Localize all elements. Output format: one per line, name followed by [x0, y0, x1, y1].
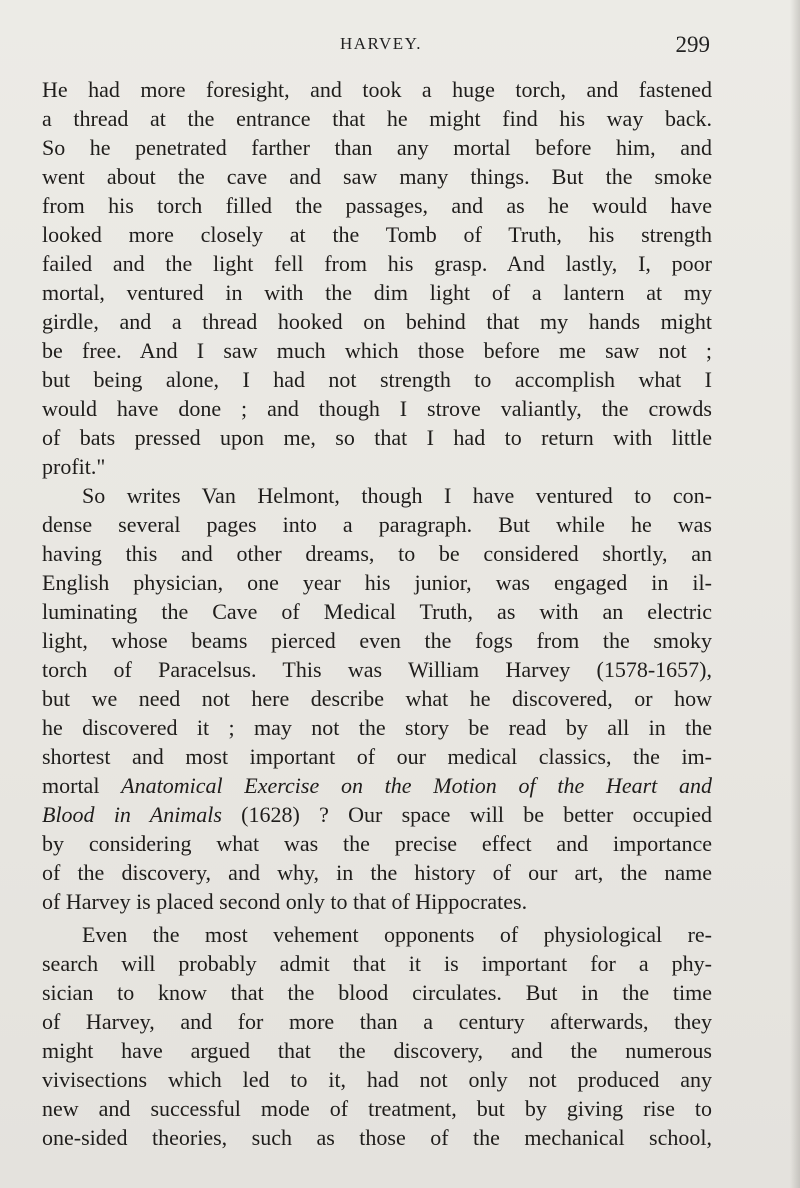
- text-line: he discovered it ; may not the story be read by all in the: [42, 715, 712, 740]
- text-line: So he penetrated farther than any mortal before him, and: [42, 135, 712, 160]
- text-line: mortal, ventured in with the dim light of a lantern at my: [42, 280, 712, 305]
- text-line: by considering what was the precise effect and importance: [42, 831, 712, 856]
- text-line: English physician, one year his junior, was engaged in il-: [42, 570, 712, 595]
- text-line: So writes Van Helmont, though I have ventured to con-: [82, 483, 712, 508]
- text-line: vivisections which led to it, had not only not produced any: [42, 1067, 712, 1092]
- text-line: new and successful mode of treatment, but by giving rise to: [42, 1096, 712, 1121]
- text-line: torch of Paracelsus. This was William Harvey (1578-1657),: [42, 657, 712, 682]
- paragraph-1: [42, 75, 712, 481]
- text-line: but we need not here describe what he discovered, or how: [42, 686, 712, 711]
- paragraph-2: [42, 481, 712, 916]
- text-line: luminating the Cave of Medical Truth, as with an electric: [42, 599, 712, 624]
- text-line: went about the cave and saw many things. But the smoke: [42, 164, 712, 189]
- text-line: but being alone, I had not strength to accomplish what I: [42, 367, 712, 392]
- text-line: would have done ; and though I strove valiantly, the crowds: [42, 396, 712, 421]
- text-line: having this and other dreams, to be considered shortly, an: [42, 541, 712, 566]
- text-line: of Harvey is placed second only to that of Hippocrates.: [42, 889, 528, 914]
- text-line: Even the most vehement opponents of physiological re-: [82, 922, 712, 947]
- running-head: [0, 34, 800, 58]
- text-line: of Harvey, and for more than a century afterwards, they: [42, 1009, 712, 1034]
- text-line: from his torch filled the passages, and as he would have: [42, 193, 712, 218]
- text-line: might have argued that the discovery, and the numerous: [42, 1038, 712, 1063]
- page-number: 299: [675, 32, 710, 57]
- text-line: dense several pages into a paragraph. But while he was: [42, 512, 712, 537]
- text-line: failed and the light fell from his grasp. And lastly, I, poor: [42, 251, 712, 276]
- text-line: shortest and most important of our medical classics, the im-: [42, 744, 712, 769]
- text-line: profit.": [42, 454, 106, 479]
- text-line: be free. And I saw much which those before me saw not ;: [42, 338, 712, 363]
- body-text: [42, 75, 712, 1152]
- text-line-with-italic-title: [42, 800, 712, 829]
- text-line: girdle, and a thread hooked on behind that my hands might: [42, 309, 712, 334]
- text-line: a thread at the entrance that he might find his way back.: [42, 106, 712, 131]
- text-line: of the discovery, and why, in the history of our art, the name: [42, 860, 712, 885]
- book-title-italic: Anatomical Exercise on the Motion of the Heart and: [121, 773, 712, 798]
- page-edge-shadow: [790, 0, 800, 1188]
- text-line: search will probably admit that it is important for a phy-: [42, 951, 712, 976]
- text-line: sician to know that the blood circulates. But in the time: [42, 980, 712, 1005]
- text-line-with-italic-title: [42, 771, 712, 800]
- running-title: HARVEY.: [339, 34, 423, 53]
- text-line: one-sided theories, such as those of the mechanical school,: [42, 1125, 712, 1150]
- text-line: He had more foresight, and took a huge torch, and fastened: [42, 77, 712, 102]
- text-line: looked more closely at the Tomb of Truth, his strength: [42, 222, 712, 247]
- text-fragment: mortal: [42, 773, 122, 798]
- book-title-italic: Blood in Animals: [42, 802, 222, 827]
- text-line: light, whose beams pierced even the fogs from the smoky: [42, 628, 712, 653]
- text-fragment: (1628) ? Our space will be better occupied: [221, 802, 712, 827]
- paragraph-3: [42, 920, 712, 1152]
- text-line: of bats pressed upon me, so that I had to return with little: [42, 425, 712, 450]
